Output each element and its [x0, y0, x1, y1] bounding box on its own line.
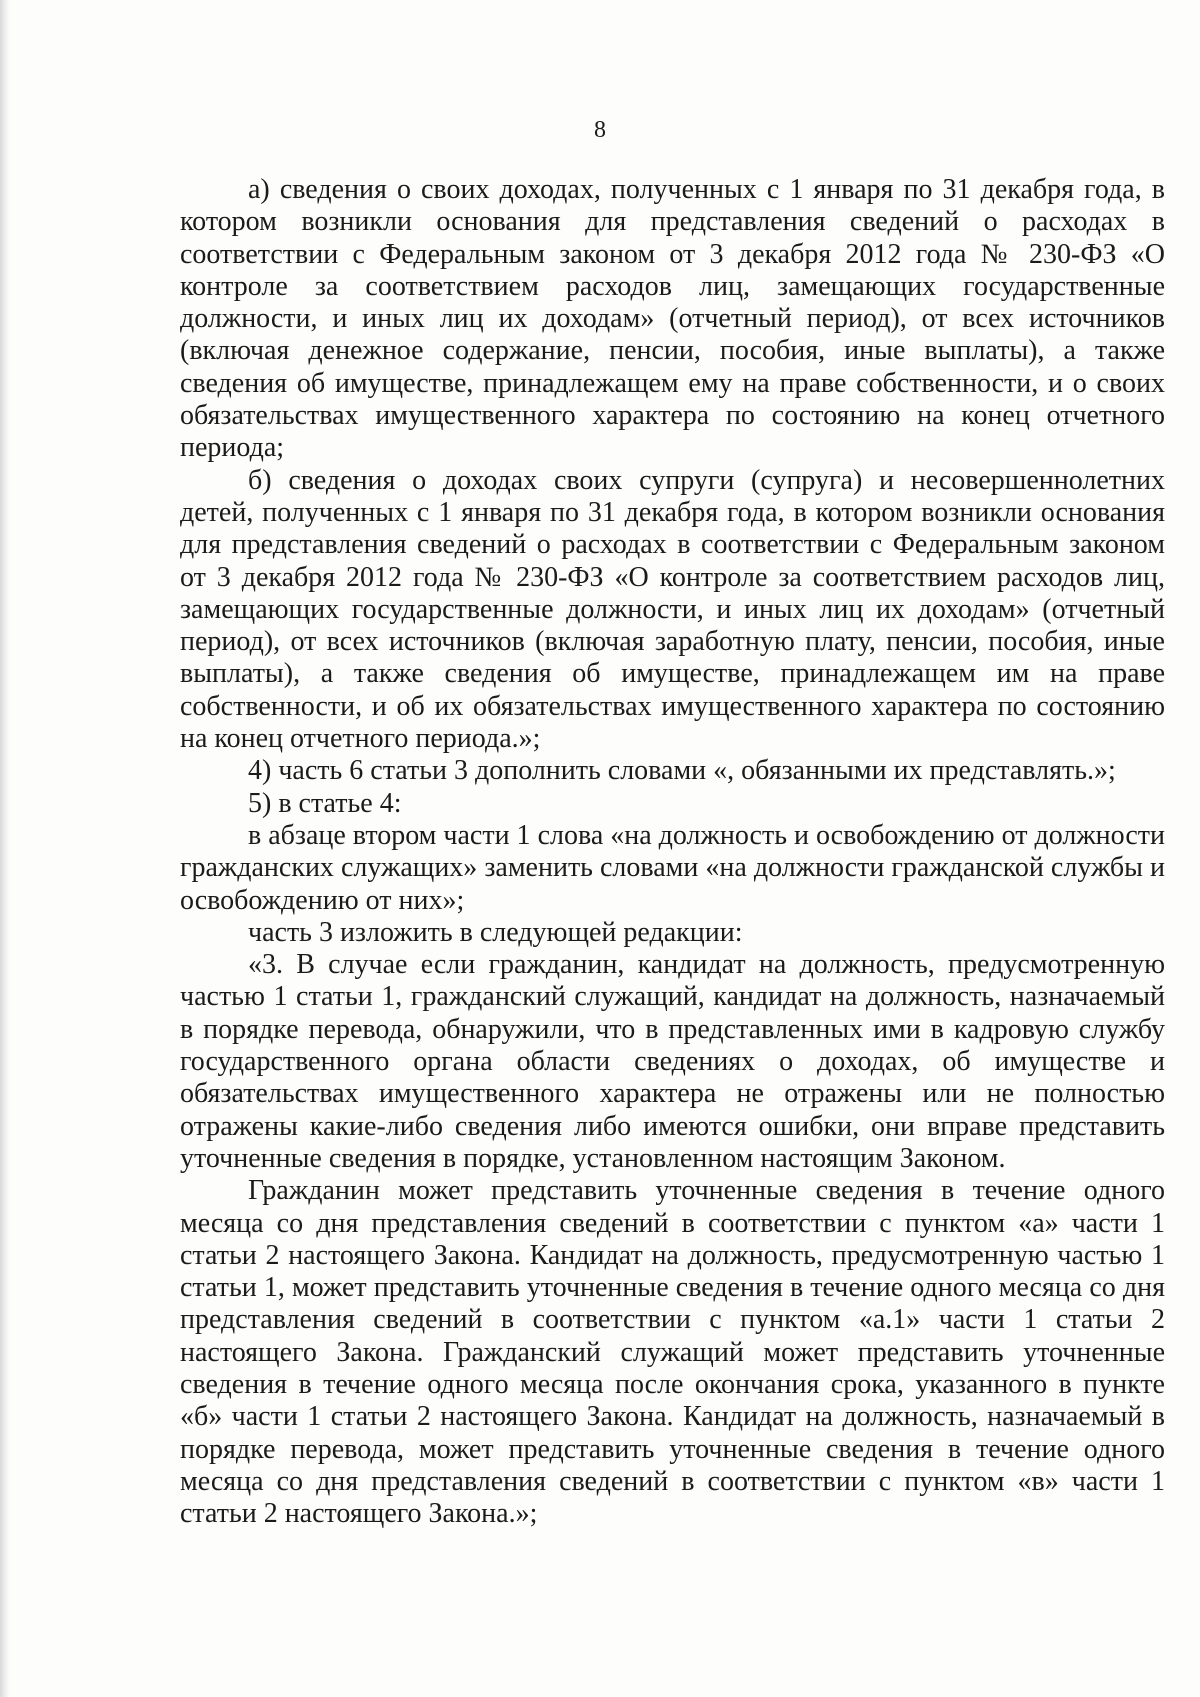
paragraph-item-a: а) сведения о своих доходах, полученных с 1 января по 31 декабря года, в котором возникли основания для представления сведений о расходах в соответствии с Федеральным законом от 3 декабря 2012 года № 230-ФЗ «О контроле за соответствием расходов лиц, замещающих государственные должности, и иных лиц их доходам» (отчетный период), от всех источников (включая денежное содержание, пенсии, пособия, иные выплаты), а также сведения об имуществе, принадлежащем ему на праве собственности, и о своих обязательствах имущественного характера по состоянию на конец отчетного периода;	[180, 174, 1165, 464]
page-number: 8	[594, 117, 606, 143]
paragraph-point-3: «3. В случае если гражданин, кандидат на должность, предусмотренную частью 1 статьи 1, гражданский служащий, кандидат на должность, назначаемый в порядке перевода, обнаружили, что в представленных ими в кадровую службу государственного органа области сведениях о доходах, об имуществе и обязательствах имущественного характера не отражены или не полностью отражены какие-либо сведения либо имеются ошибки, они вправе представить уточненные сведения в порядке, установленном настоящим Законом.	[180, 949, 1165, 1174]
paragraph-abzac-vtorom: в абзаце втором части 1 слова «на должность и освобождению от должности гражданских служащих» заменить словами «на должности гражданской службы и освобождению от них»;	[180, 819, 1165, 916]
document-body	[180, 174, 1165, 1530]
scan-shadow-edge	[0, 0, 10, 1697]
paragraph-chast-3: часть 3 изложить в следующей редакции:	[248, 916, 743, 948]
paragraph-item-5: 5) в статье 4:	[248, 787, 402, 819]
paragraph-item-b: б) сведения о доходах своих супруги (супруга) и несовершеннолетних детей, полученных с 1 января по 31 декабря года, в котором возникли основания для представления сведений о расходах в соответствии с Федеральным законом от 3 декабря 2012 года № 230-ФЗ «О контроле за соответствием расходов лиц, замещающих государственные должности, и иных лиц их доходам» (отчетный период), от всех источников (включая заработную плату, пенсии, пособия, иные выплаты), а также сведения об имуществе, принадлежащем им на праве собственности, и об их обязательствах имущественного характера по состоянию на конец отчетного периода.»;	[180, 464, 1165, 755]
paragraph-grazhdanin: Гражданин может представить уточненные сведения в течение одного месяца со дня представления сведений в соответствии с пунктом «а» части 1 статьи 2 настоящего Закона. Кандидат на должность, предусмотренную частью 1 статьи 1, может представить уточненные сведения в течение одного месяца со дня представления сведений в соответствии с пунктом «а.1» части 1 статьи 2 настоящего Закона. Гражданский служащий может представить уточненные сведения в течение одного месяца после окончания срока, указанного в пункте «б» части 1 статьи 2 настоящего Закона. Кандидат на должность, назначаемый в порядке перевода, может представить уточненные сведения в течение одного месяца со дня представления сведений в соответствии с пунктом «в» части 1 статьи 2 настоящего Закона.»;	[180, 1175, 1165, 1530]
paragraph-item-4: 4) часть 6 статьи 3 дополнить словами «, обязанными их представлять.»;	[248, 755, 1116, 787]
